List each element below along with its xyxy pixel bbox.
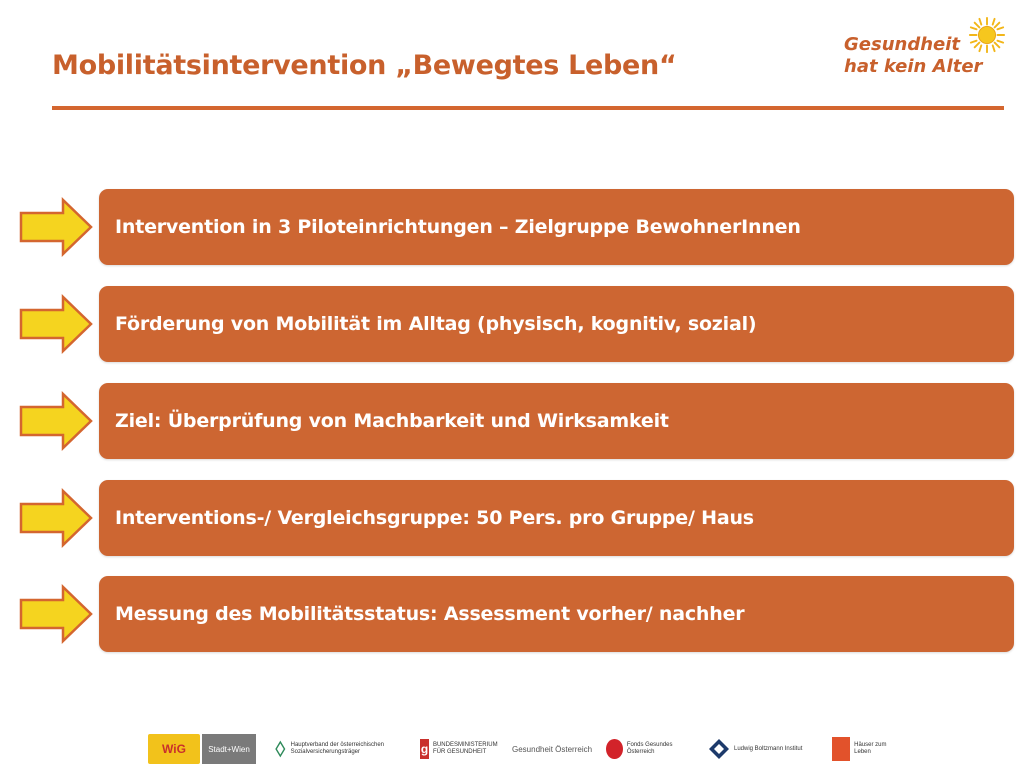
- item-box-4: [99, 480, 1014, 556]
- list-item-2: [0, 286, 1024, 362]
- haeuser-zum-leben-logo: [832, 734, 896, 764]
- page-title: Mobilitätsintervention „Bewegtes Leben“: [52, 50, 677, 81]
- fgoe-logo: [606, 734, 690, 764]
- list-item-5: [0, 576, 1024, 652]
- lbi-text: Ludwig Boltzmann Institut: [734, 745, 803, 752]
- item-box-5: [99, 576, 1014, 652]
- logo-line-1: Gesundheit: [844, 34, 961, 55]
- right-arrow-icon: [18, 197, 94, 257]
- title-divider: [52, 106, 1004, 110]
- hzl-icon: [832, 737, 850, 761]
- right-arrow-icon: [18, 294, 94, 354]
- item-text-1: Intervention in 3 Piloteinrichtungen – Zielgruppe BewohnerInnen: [115, 216, 801, 238]
- wig-logo: WiG: [148, 734, 200, 764]
- right-arrow-icon: [18, 584, 94, 644]
- list-item-4: [0, 480, 1024, 556]
- hauptverband-text: Hauptverband der österreichischen Sozialversicherungsträger: [290, 742, 385, 755]
- lbi-logo: [708, 734, 820, 764]
- hzl-text: Häuser zum Leben: [854, 742, 887, 755]
- list-item-1: [0, 189, 1024, 265]
- stadt-wien-logo: Stadt+Wien: [202, 734, 256, 764]
- partner-logos: [0, 734, 1024, 768]
- logo-line-2: hat kein Alter: [844, 56, 983, 77]
- item-text-4: Interventions-/ Vergleichsgruppe: 50 Pers. pro Gruppe/ Haus: [115, 507, 754, 529]
- item-text-3: Ziel: Überprüfung von Machbarkeit und Wirksamkeit: [115, 410, 669, 432]
- lbi-icon: [708, 738, 730, 760]
- sun-icon: [968, 16, 1006, 54]
- item-text-5: Messung des Mobilitätsstatus: Assessment vorher/ nachher: [115, 603, 745, 625]
- hauptverband-logo: [274, 734, 406, 764]
- item-box-1: [99, 189, 1014, 265]
- gesundheit-logo: [844, 14, 1006, 84]
- goeg-logo: Gesundheit Österreich: [512, 744, 593, 754]
- bmg-logo: [420, 734, 500, 764]
- fgoe-icon: [606, 739, 623, 759]
- fgoe-text: Fonds Gesundes Österreich: [626, 742, 673, 755]
- right-arrow-icon: [18, 391, 94, 451]
- item-box-2: [99, 286, 1014, 362]
- item-box-3: [99, 383, 1014, 459]
- right-arrow-icon: [18, 488, 94, 548]
- bmg-icon: g: [420, 739, 429, 759]
- bmg-text: BUNDESMINISTERIUM FÜR GESUNDHEIT: [432, 742, 498, 755]
- list-item-3: [0, 383, 1024, 459]
- hauptverband-icon: [274, 737, 287, 761]
- item-text-2: Förderung von Mobilität im Alltag (physisch, kognitiv, sozial): [115, 313, 757, 335]
